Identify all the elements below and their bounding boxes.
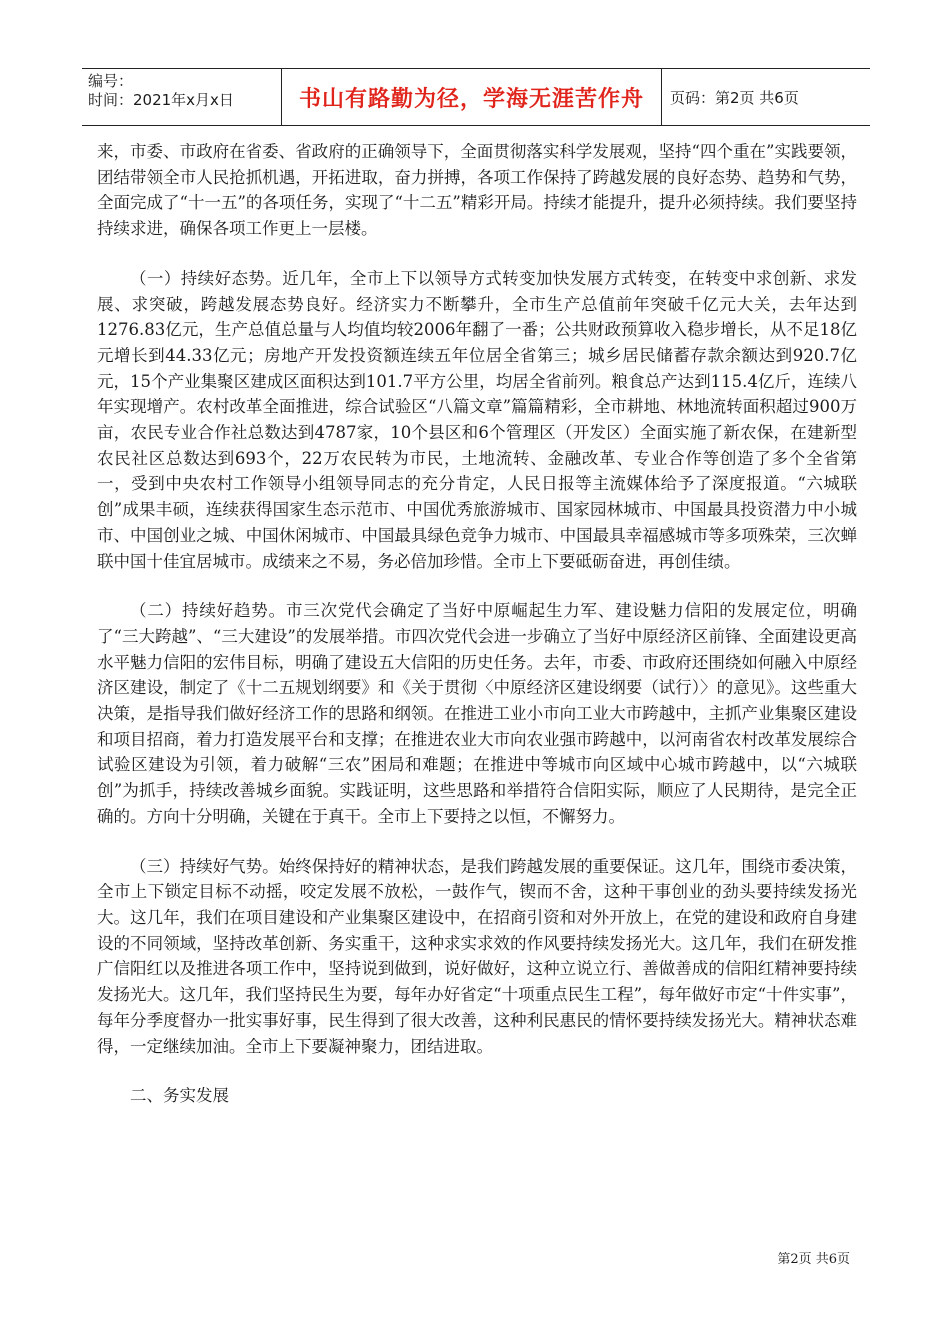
body-paragraph-continuation: 来，市委、市政府在省委、省政府的正确领导下，全面贯彻落实科学发展观，坚持“四个重在”实践要领，团结带领全市人民抢抓机遇，开拓进取，奋力拼搏，各项工作保持了跨越发展的良好态势、趋势和气势，全面完成了“十一五”的各项任务，实现了“十二五”精彩开局。持续才能提升，提升必须持续。我们要坚持持续求进，确保各项工作更上一层楼。 [97,142,857,239]
header-meta [82,69,282,125]
body-paragraph-section-3: （三）持续好气势。始终保持好的精神状态，是我们跨越发展的重要保证。这几年，围绕市委决策，全市上下锁定目标不动摇，咬定发展不放松，一鼓作气，锲而不舍，这种干事创业的劲头要持续发扬光大。这几年，我们在项目建设和产业集聚区建设中，在招商引资和对外开放上，在党的建设和政府自身建设的不同领域，坚持改革创新、务实重干，这种求实求效的作风要持续发扬光大。这几年，我们在研发推广信阳红以及推进各项工作中，坚持说到做到，说好做好，这种立说立行、善做善成的信阳红精神要持续发扬光大。这几年，我们坚持民生为要，每年办好省定“十项重点民生工程”，每年做好市定“十件实事”，每年分季度督办一批实事好事，民生得到了很大改善，这种利民惠民的情怀要持续发扬光大。精神状态难得，一定继续加油。全市上下要凝神聚力，团结进取。 [97,856,857,1056]
page-header [82,68,870,126]
section-heading: 二、务实发展 [130,1086,229,1106]
document-number-label: 编号： [88,72,134,90]
body-paragraph-section-2: （二）持续好趋势。市三次党代会确定了当好中原崛起生力军、建设魅力信阳的发展定位，明确了“三大跨越”、“三大建设”的发展举措。市四次党代会进一步确立了当好中原经济区前锋、全面建设更高水平魅力信阳的宏伟目标，明确了建设五大信阳的历史任务。去年，市委、市政府还围绕如何融入中原经济区建设，制定了《十二五规划纲要》和《关于贯彻〈中原经济区建设纲要（试行）〉的意见》。这些重大决策，是指导我们做好经济工作的思路和纲领。在推进工业小市向工业大市跨越中，主抓产业集聚区建设和项目招商，着力打造发展平台和支撑；在推进农业大市向农业强市跨越中，以河南省农村改革发展综合试验区建设为引领，着力破解“三农”困局和难题；在推进中等城市向区域中心城市跨越中，以“六城联创”为抓手，持续改善城乡面貌。实践证明，这些思路和举措符合信阳实际，顺应了人民期待，是完全正确的。方向十分明确，关键在于真干。全市上下要持之以恒，不懈努力。 [97,601,857,826]
page-footer: 第2页 共6页 [777,1252,850,1267]
body-paragraph-section-1: （一）持续好态势。近几年，全市上下以领导方式转变加快发展方式转变，在转变中求创新、求发展、求突破，跨越发展态势良好。经济实力不断攀升，全市生产总值前年突破千亿元大关，去年达到1276.83亿元，生产总值总量与人均值均较2006年翻了一番；公共财政预算收入稳步增长，从不足18亿元增长到44.33亿元；房地产开发投资额连续五年位居全省第三；城乡居民储蓄存款余额达到920.7亿元，15个产业集聚区建成区面积达到101.7平方公里，均居全省前列。粮食总产达到115.4亿斤，连续八年实现增产。农村改革全面推进，综合试验区“八篇文章”篇篇精彩，全市耕地、林地流转面积超过900万亩，农民专业合作社总数达到4787家，10个县区和6个管理区（开发区）全面实施了新农保，在建新型农民社区总数达到693个，22万农民转为市民，土地流转、金融改革、专业合作等创造了多个全省第一，受到中央农村工作领导小组领导同志的充分肯定，人民日报等主流媒体给予了深度报道。“六城联创”成果丰硕，连续获得国家生态示范市、中国优秀旅游城市、国家园林城市、中国最具投资潜力中小城市、中国创业之城、中国休闲城市、中国最具绿色竞争力城市、中国最具幸福感城市等多项殊荣，三次蝉联中国十佳宜居城市。成绩来之不易，务必倍加珍惜。全市上下要砥砺奋进，再创佳绩。 [97,268,857,571]
header-page-code: 页码：第2页 共6页 [670,88,799,107]
document-body [97,139,857,1133]
header-motto: 书山有路勤为径，学海无涯苦作舟 [282,69,662,125]
document-time-label: 时间：2021年x月x日 [88,91,234,109]
